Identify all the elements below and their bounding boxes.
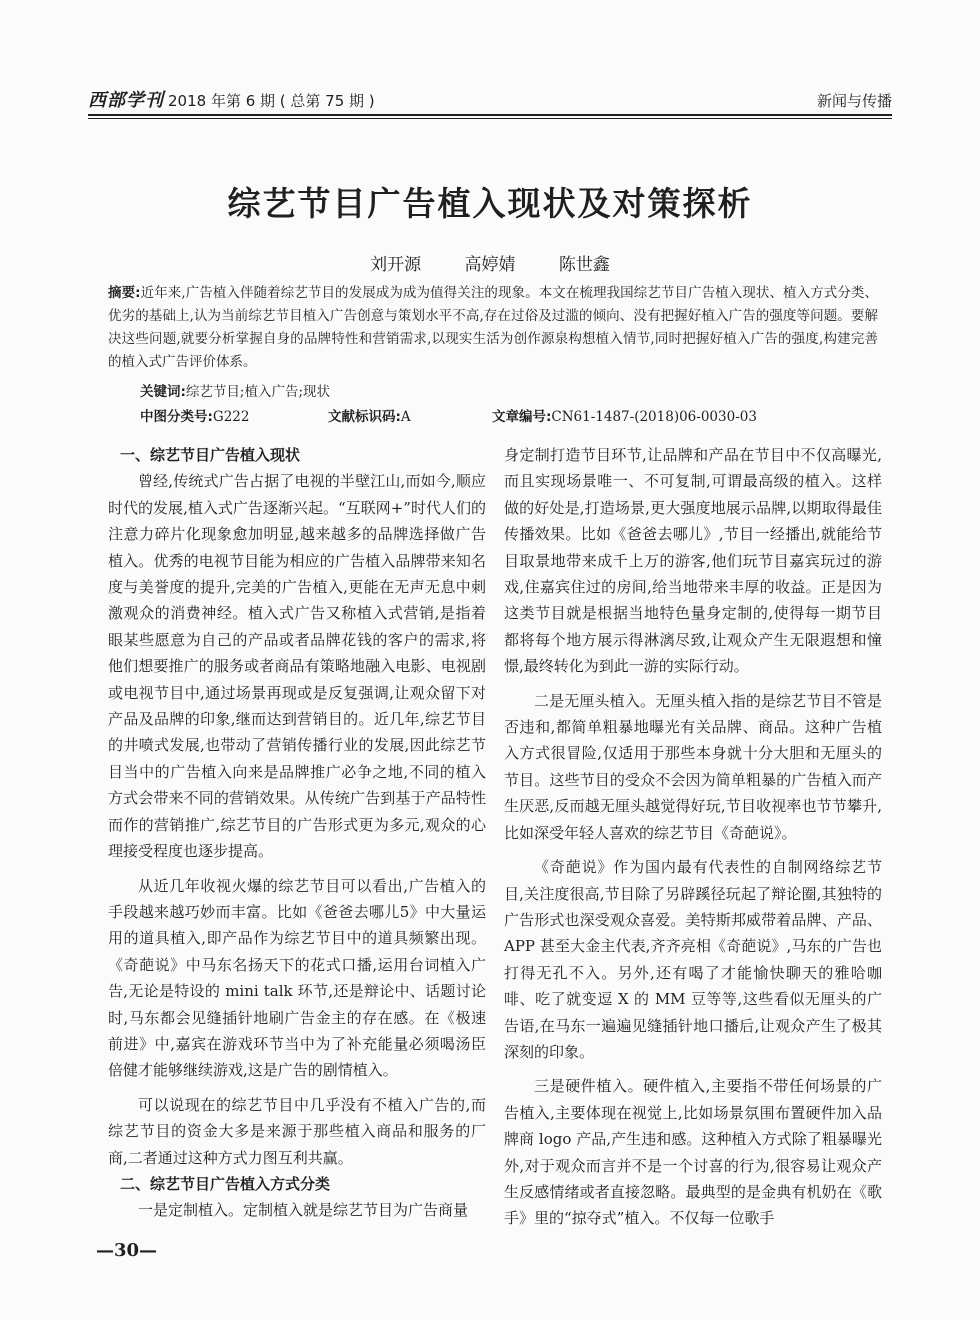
keywords	[140, 380, 330, 400]
doc-code	[328, 405, 411, 425]
running-header	[88, 80, 892, 116]
journal-name: 西部学刊	[88, 90, 164, 111]
clc-number	[140, 405, 249, 425]
articleno-label: 文章编号:	[492, 409, 552, 425]
author-list	[0, 250, 980, 275]
section-heading: 一、综艺节目广告植入现状	[120, 446, 301, 464]
issue-info: 2018 年第 6 期 ( 总第 75 期 )	[168, 92, 375, 110]
body-paragraph: 《奇葩说》作为国内最有代表性的自制网络综艺节目,关注度很高,节目除了另辟蹊径玩起了辩论圈,其独特的广告形式也深受观众喜爱。美特斯邦威带着品牌、产品、APP 甚至大金主代表,齐齐亮相《奇葩说》,马东的广告也打得无孔不入。另外,还有喝了才能愉快聊天的雅哈咖啡、吃了就变逗 X 的 MM 豆等等,这些看似无厘头的广告语,在马东一遍遍见缝插针地口播后,让观众产生了极其深刻的印象。	[504, 858, 882, 1061]
section-heading: 二、综艺节目广告植入方式分类	[120, 1174, 331, 1193]
body-paragraph: 可以说现在的综艺节目中几乎没有不植入广告的,而综艺节目的资金大多是来源于那些植入商品和服务的厂商,二者通过这种方式力图互利共赢。	[108, 1095, 486, 1167]
clc-value: G222	[212, 409, 250, 425]
article-number	[492, 405, 757, 425]
doc-value: A	[400, 409, 411, 425]
clc-label: 中图分类号:	[140, 409, 213, 425]
author-name: 高婷婧	[464, 255, 516, 275]
page-number: —30—	[96, 1240, 158, 1261]
abstract-label: 摘要:	[108, 285, 141, 301]
article-title: 综艺节目广告植入现状及对策探析	[227, 184, 753, 223]
author-name: 陈世鑫	[558, 255, 610, 275]
body-paragraph: 一是定制植入。定制植入就是综艺节目为广告商量	[138, 1201, 469, 1220]
body-paragraph: 二是无厘头植入。无厘头植入指的是综艺节目不管是否违和,都简单粗暴地曝光有关品牌、商品。这种广告植入方式很冒险,仅适用于那些本身就十分大胆和无厘头的节目。这些节目的受众不会因为简单粗暴的广告植入而产生厌恶,反而越无厘头越觉得好玩,节目收视率也节节攀升,比如深受年轻人喜欢的综艺节目《奇葩说》。	[504, 691, 882, 842]
right-column	[504, 442, 882, 1232]
abstract-text: 近年来,广告植入伴随着综艺节目的发展成为成为值得关注的现象。本文在梳理我国综艺节目广告植入现状、植入方式分类、优劣的基础上,认为当前综艺节目植入广告创意与策划水平不高,存在过俗及过滥的倾向、没有把握好植入广告的强度等问题。要解决这些问题,就要分析掌握自身的品牌特性和营销需求,以现实生活为创作源泉构想植入情节,同时把握好植入广告的强度,构建完善的植入式广告评价体系。	[108, 285, 878, 370]
body-paragraph: 身定制打造节目环节,让品牌和产品在节目中不仅高曝光,而且实现场景唯一、不可复制,可谓最高级的植入。这样做的好处是,打造场景,更大强度地展示品牌,以期取得最佳传播效果。比如《爸爸去哪儿》,节目一经播出,就能给节目取景地带来成千上万的游客,他们玩节目嘉宾玩过的游戏,住嘉宾住过的房间,给当地带来丰厚的收益。正是因为这类节目就是根据当地特色量身定制的,使得每一期节目都将每个地方展示得淋漓尽致,让观众产生无限遐想和憧憬,最终转化为到此一游的实际行动。	[504, 446, 882, 676]
body-paragraph: 曾经,传统式广告占据了电视的半壁江山,而如今,顺应时代的发展,植入式广告逐渐兴起。“互联网+”时代人们的注意力碎片化现象愈加明显,越来越多的品牌选择做广告植入。优秀的电视节目能为相应的广告植入品牌带来知名度与美誉度的提升,完美的广告植入,更能在无声无息中刺激观众的消费神经。植入式广告又称植入式营销,是指着眼某些愿意为自己的产品或者品牌花钱的客户的需求,将他们想要推广的服务或者商品有策略地融入电影、电视剧或电视节目中,通过场景再现或是反复强调,让观众留下对产品及品牌的印象,继而达到营销目的。近几年,综艺节目的井喷式发展,也带动了营销传播行业的发展,因此综艺节目当中的广告植入向来是品牌推广必争之地,不同的植入方式会带来不同的营销效果。从传统广告到基于产品特性而作的营销推广,综艺节目的广告形式更为多元,观众的心理接受程度也逐步提高。	[108, 472, 486, 861]
keywords-label: 关键词:	[140, 384, 186, 400]
header-left	[88, 86, 375, 112]
keywords-text: 综艺节目;植入广告;现状	[185, 384, 331, 400]
header-rule-thin	[88, 118, 892, 119]
header-rule	[88, 114, 892, 116]
section-name: 新闻与传播	[816, 92, 892, 110]
left-column	[108, 442, 486, 1224]
author-name: 刘开源	[370, 255, 422, 275]
body-paragraph: 从近几年收视火爆的综艺节目可以看出,广告植入的手段越来越巧妙而丰富。比如《爸爸去哪儿5》中大量运用的道具植入,即产品作为综艺节目中的道具频繁出现。《奇葩说》中马东名扬天下的花式口播,运用台词植入广告,无论是特设的 mini talk 环节,还是辩论中、话题讨论时,马东都会见缝插针地刷广告金主的存在感。在《极速前进》中,嘉宾在游戏环节当中为了补充能量必须喝汤臣倍健才能够继续游戏,这是广告的剧情植入。	[108, 876, 486, 1080]
doc-label: 文献标识码:	[328, 409, 401, 425]
body-paragraph: 三是硬件植入。硬件植入,主要指不带任何场景的广告植入,主要体现在视觉上,比如场景氛围布置硬件加入品牌商 logo 产品,产生违和感。这种植入方式除了粗暴曝光外,对于观众而言并不是一个讨喜的行为,很容易让观众产生反感情绪或者直接忽略。最典型的是金典有机奶在《歌手》里的“掠夺式”植入。不仅每一位歌手	[504, 1077, 882, 1228]
abstract	[108, 282, 878, 374]
articleno-value: CN61-1487-(2018)06-0030-03	[551, 409, 757, 425]
